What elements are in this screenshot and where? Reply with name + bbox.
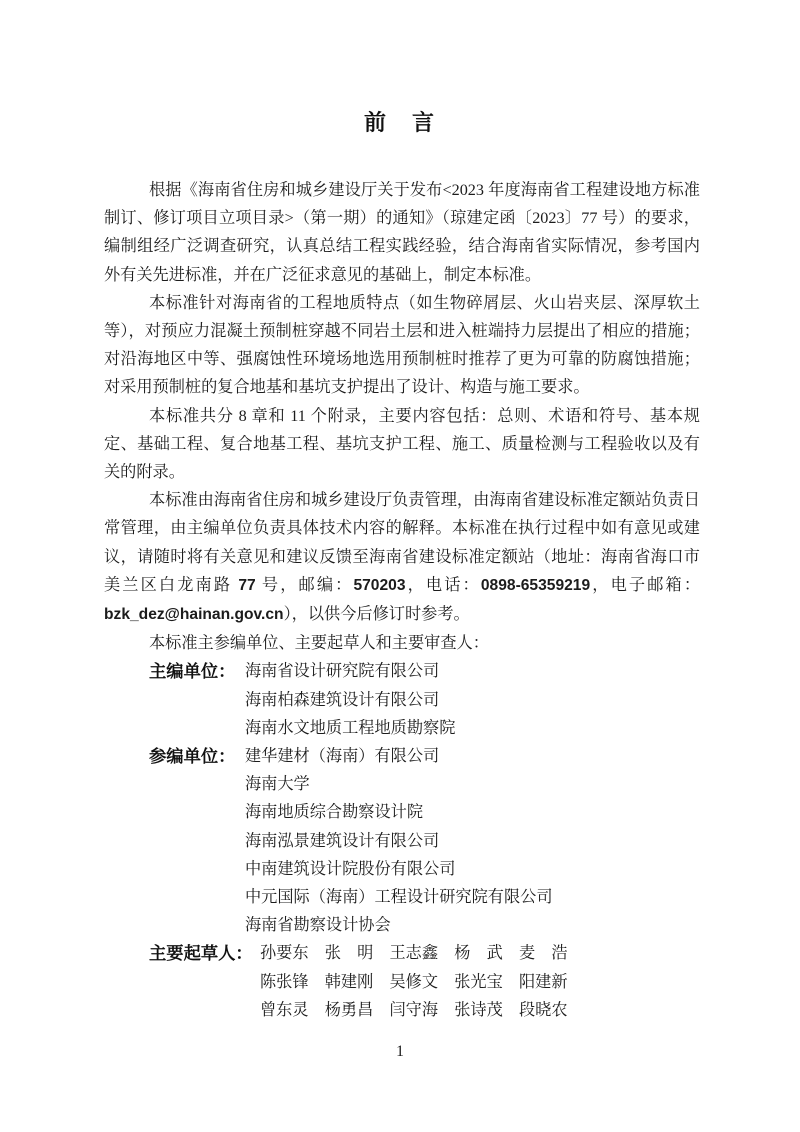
unit-name: 中元国际（海南）工程设计研究院有限公司 bbox=[245, 888, 553, 907]
participating-units-label: 参编单位： bbox=[149, 746, 236, 767]
unit-name: 海南大学 bbox=[245, 775, 310, 794]
unit-name: 中南建筑设计院股份有限公司 bbox=[245, 859, 456, 878]
management-text-2: 号，邮编： bbox=[255, 575, 354, 594]
chief-editor-unit-line bbox=[104, 714, 700, 742]
unit-name: 海南柏森建筑设计有限公司 bbox=[245, 690, 440, 709]
management-text-1: 本标准由海南省住房和城乡建设厅负责管理，由海南省建设标准定额站负责日常管理，由主编单位负责具体技术内容的解释。本标准在执行过程中如有意见或建议，请随时将有关意见和建议反馈至海南省建设标准定额站（地址：海南省海口市美兰区白龙南路 bbox=[104, 491, 700, 594]
participating-unit-line bbox=[104, 883, 700, 911]
unit-name: 建华建材（海南）有限公司 bbox=[245, 747, 440, 766]
management-text-4: ，电子邮箱： bbox=[590, 575, 701, 594]
unit-name: 海南省设计研究院有限公司 bbox=[245, 662, 440, 681]
paragraph-geology-measures: 本标准针对海南省的工程地质特点（如生物碎屑层、火山岩夹层、深厚软土等），对预应力混凝土预制桩穿越不同岩土层和进入桩端持力层提出了相应的措施；对沿海地区中等、强腐蚀性环境场地选用预制桩时推荐了更为可靠的防腐蚀措施；对采用预制桩的复合地基和基坑支护提出了设计、构造与施工要求。 bbox=[104, 293, 700, 397]
paragraph-management-feedback bbox=[104, 486, 700, 629]
phone-number: 0898-65359219 bbox=[480, 576, 591, 594]
drafters-label: 主要起草人： bbox=[149, 943, 253, 964]
drafters-line bbox=[104, 939, 700, 967]
chief-editor-unit-line bbox=[104, 657, 700, 685]
paragraph-credits-intro: 本标准主参编单位、主要起草人和主要审查人： bbox=[149, 634, 489, 653]
participating-unit-line bbox=[104, 827, 700, 855]
page-title: 前 言 bbox=[363, 110, 436, 135]
drafter-names: 陈张锋 韩建刚 吴修文 张光宝 阳建新 bbox=[260, 972, 568, 991]
unit-name: 海南水文地质工程地质勘察院 bbox=[245, 718, 456, 737]
drafters-line bbox=[104, 968, 700, 996]
participating-unit-line bbox=[104, 742, 700, 770]
participating-unit-line bbox=[104, 798, 700, 826]
unit-name: 海南地质综合勘察设计院 bbox=[245, 803, 424, 822]
paragraph-chapter-overview: 本标准共分 8 章和 11 个附录，主要内容包括：总则、术语和符号、基本规定、基础工程、复合地基工程、基坑支护工程、施工、质量检测与工程验收以及有关的附录。 bbox=[104, 406, 700, 482]
street-number: 77 bbox=[238, 576, 256, 594]
participating-unit-line bbox=[104, 911, 700, 939]
chief-editor-unit-line bbox=[104, 686, 700, 714]
participating-unit-line bbox=[104, 770, 700, 798]
paragraph-standard-basis: 根据《海南省住房和城乡建设厅关于发布<2023 年度海南省工程建设地方标准制订、修订项目立项目录>（第一期）的通知》（琼建定函〔2023〕77 号）的要求，编制组经广泛调查研究，认真总结工程实践经验，结合海南省实际情况，参考国内外有关先进标准，并在广泛征求意见的基础上，制定本标准。 bbox=[104, 181, 700, 284]
preface-body bbox=[104, 176, 700, 1024]
postal-code: 570203 bbox=[353, 576, 406, 594]
page-number: 1 bbox=[396, 1043, 404, 1060]
management-text-5: ），以供今后修订时参考。 bbox=[283, 605, 470, 624]
chief-editor-label: 主编单位： bbox=[149, 661, 236, 682]
participating-unit-line bbox=[104, 855, 700, 883]
drafter-names: 孙要东 张 明 王志鑫 杨 武 麦 浩 bbox=[260, 944, 568, 963]
email-address: bzk_dez@hainan.gov.cn bbox=[104, 606, 284, 624]
unit-name: 海南泓景建筑设计有限公司 bbox=[245, 831, 440, 850]
management-text-3: ，电话： bbox=[405, 575, 481, 594]
drafter-names: 曾东灵 杨勇昌 闫守海 张诗茂 段晓农 bbox=[260, 1000, 568, 1019]
drafters-line bbox=[104, 996, 700, 1024]
unit-name: 海南省勘察设计协会 bbox=[245, 916, 391, 935]
